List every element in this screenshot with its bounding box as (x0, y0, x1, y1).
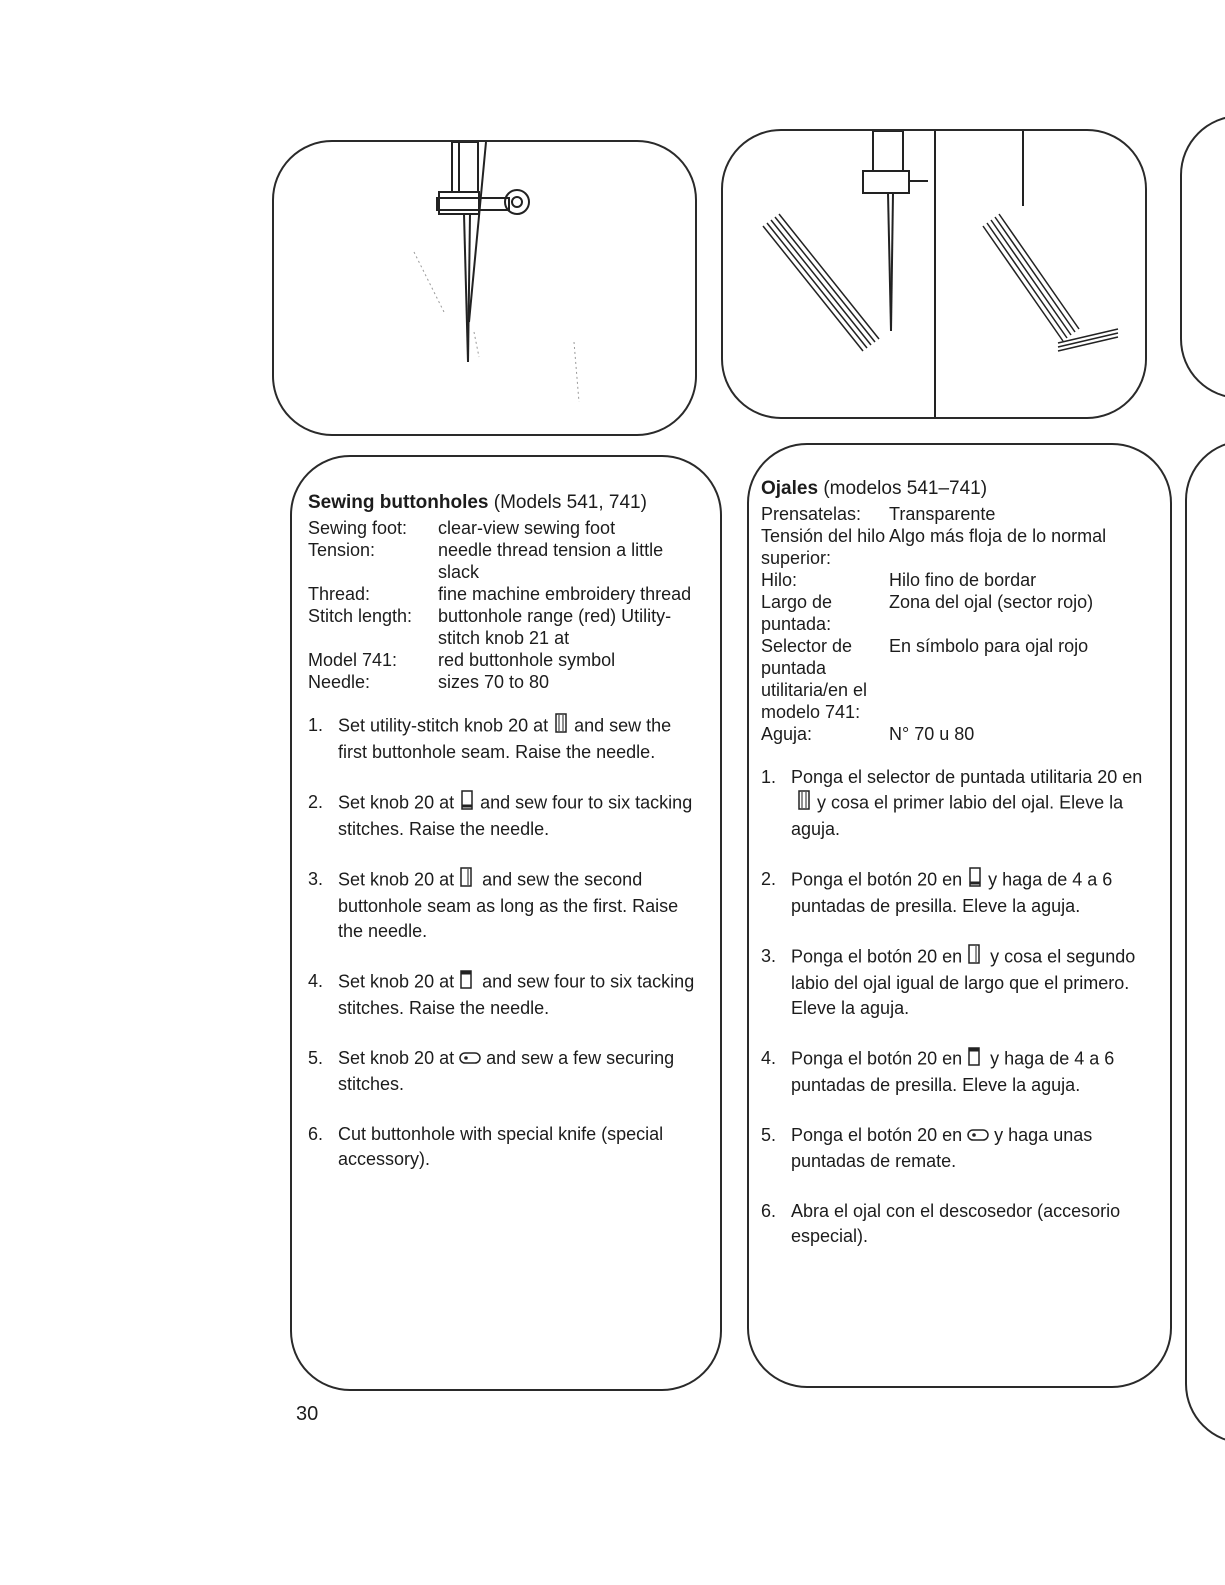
step-text: and sew four to six tacking stitches. Raise the needle. (338, 971, 695, 1018)
step-number: 6. (308, 1123, 324, 1144)
illustration-right (721, 129, 1147, 419)
step-item (761, 1123, 1150, 1174)
step-text: y cosa el segundo labio del ojal igual de largo que el primero. Eleve la aguja. (791, 946, 1136, 1018)
spec-label: Prensatelas: (761, 504, 862, 524)
step-item (308, 1122, 700, 1172)
buttonhole-sewing-illustration (723, 131, 1145, 417)
spec-label: Selector de puntada utilitaria/en el modelo 741: (761, 636, 868, 722)
spec-value: fine machine embroidery thread (438, 584, 692, 604)
spec-label: Stitch length: (308, 606, 413, 626)
english-steps (308, 713, 700, 1172)
step-item (308, 867, 700, 944)
english-heading (308, 491, 700, 515)
step-text: and sew the second buttonhole seam as long as the first. Raise the needle. (338, 869, 679, 941)
next-page-edge-top (1180, 115, 1225, 399)
step-number: 5. (761, 1125, 777, 1145)
step-number: 2. (308, 792, 324, 812)
spec-value: Zona del ojal (sector rojo) (889, 592, 1094, 612)
step-text: Set knob 20 at (338, 869, 455, 890)
step-item (308, 969, 700, 1021)
spec-value: Hilo fino de bordar (889, 570, 1037, 590)
spec-value: red buttonhole symbol (438, 650, 616, 670)
buttonhole-seam-3-icon (966, 944, 986, 971)
step-number: 6. (761, 1200, 777, 1221)
step-text: y cosa el primer labio del ojal. Eleve la aguja. (791, 792, 1124, 839)
step-item (761, 765, 1150, 842)
spec-label: Tensión del hilo superior: (761, 526, 886, 568)
step-text: y haga de 4 a 6 puntadas de presilla. Eleve la aguja. (791, 1048, 1115, 1095)
step-text: Set knob 20 at (338, 792, 455, 813)
spec-label: Sewing foot: (308, 518, 408, 538)
bartack-4-icon (966, 1046, 986, 1073)
step-text: Set knob 20 at (338, 971, 455, 992)
spec-value: buttonhole range (red) Utility-stitch knob 21 at (438, 606, 672, 648)
step-number: 1. (761, 767, 777, 787)
step-number: 4. (761, 1048, 777, 1068)
step-item (308, 1046, 700, 1097)
step-item (761, 944, 1150, 1021)
spanish-specs (761, 503, 1150, 745)
spanish-steps (761, 765, 1150, 1249)
spec-label: Thread: (308, 584, 371, 604)
step-text: y haga unas puntadas de remate. (791, 1125, 1093, 1171)
step-text: Ponga el botón 20 en (791, 1125, 963, 1145)
page-number: 30 (296, 1403, 319, 1425)
presser-foot-illustration (274, 142, 695, 434)
spec-value: N° 70 u 80 (889, 724, 975, 744)
spec-label: Needle: (308, 672, 371, 692)
next-page-edge-bottom (1185, 440, 1225, 1444)
step-number: 5. (308, 1048, 324, 1068)
buttonhole-seam-3-icon (458, 867, 478, 894)
spanish-title: Ojales (761, 478, 819, 499)
spec-value: Transparente (889, 504, 996, 524)
illustration-left (272, 140, 697, 436)
step-text: and sew four to six tacking stitches. Raise the needle. (338, 792, 693, 839)
buttonhole-seam-1-icon (552, 713, 570, 740)
bartack-2-icon (966, 867, 984, 894)
step-item (761, 867, 1150, 919)
bartack-2-icon (458, 790, 476, 817)
spec-label: Model 741: (308, 650, 398, 670)
step-number: 1. (308, 715, 324, 735)
step-text: and sew a few securing stitches. (338, 1048, 675, 1094)
step-text: Set utility-stitch knob 20 at (338, 715, 549, 736)
securing-stitch-icon (966, 1124, 990, 1149)
step-item (761, 1199, 1150, 1249)
english-instructions-box (290, 455, 722, 1391)
step-item (761, 1046, 1150, 1098)
step-text: Cut buttonhole with special knife (special accessory). (338, 1123, 664, 1169)
step-text: Ponga el selector de puntada utilitaria 20 en (791, 767, 1143, 787)
spec-value: clear-view sewing foot (438, 518, 616, 538)
step-text: and sew the first buttonhole seam. Raise the needle. (338, 715, 672, 762)
step-number: 4. (308, 971, 324, 991)
buttonhole-seam-1-icon (795, 790, 813, 817)
spec-value: sizes 70 to 80 (438, 672, 550, 692)
step-number: 2. (761, 869, 777, 889)
spec-label: Tension: (308, 540, 376, 560)
step-text: Set knob 20 at (338, 1048, 455, 1068)
step-text: Ponga el botón 20 en (791, 869, 963, 890)
step-number: 3. (761, 946, 777, 966)
spanish-instructions-box (747, 443, 1172, 1388)
spec-value: needle thread tension a little slack (438, 540, 664, 582)
step-number: 3. (308, 869, 324, 889)
spec-label: Largo de puntada: (761, 592, 833, 634)
english-title-suffix: (Models 541, 741) (488, 492, 647, 513)
bartack-4-icon (458, 969, 478, 996)
step-item (308, 790, 700, 842)
english-specs (308, 517, 700, 693)
spanish-title-suffix: (modelos 541–741) (818, 478, 988, 499)
securing-stitch-icon (458, 1047, 482, 1072)
step-text: Abra el ojal con el descosedor (accesorio especial). (791, 1200, 1121, 1246)
spec-value: Algo más floja de lo normal (889, 526, 1107, 546)
step-text: Ponga el botón 20 en (791, 1048, 963, 1069)
spanish-heading (761, 477, 1150, 501)
spec-label: Hilo: (761, 570, 798, 590)
spec-label: Aguja: (761, 724, 813, 744)
step-item (308, 713, 700, 765)
step-text: Ponga el botón 20 en (791, 946, 963, 967)
english-title: Sewing buttonholes (308, 492, 489, 513)
spec-value: En símbolo para ojal rojo (889, 636, 1089, 656)
step-text: y haga de 4 a 6 puntadas de presilla. Eleve la aguja. (791, 869, 1113, 916)
